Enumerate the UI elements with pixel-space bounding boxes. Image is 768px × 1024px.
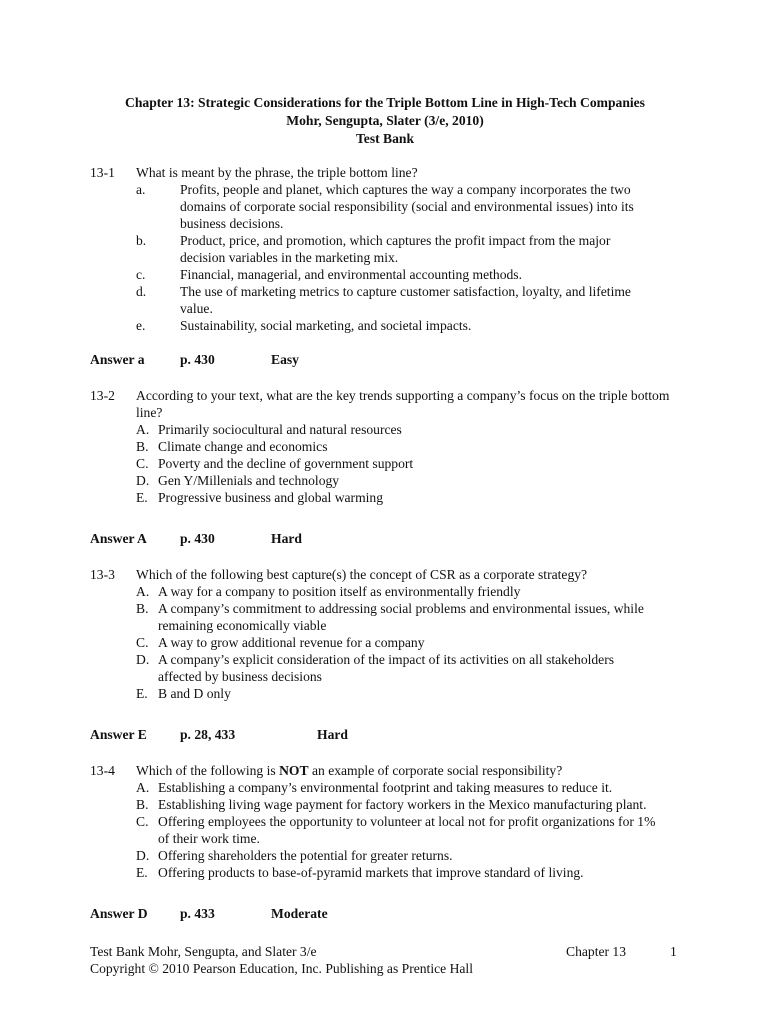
option-a — [136, 181, 680, 232]
option-a — [136, 779, 680, 796]
emphasis-not: NOT — [279, 763, 309, 778]
answer-label: Answer E — [90, 727, 147, 742]
page-number: 1 — [670, 944, 677, 959]
answer-label: Answer a — [90, 352, 145, 367]
option-text: Progressive business and global warming — [158, 490, 384, 505]
option-e — [136, 489, 680, 506]
option-a — [136, 583, 680, 600]
question-13-1 — [90, 164, 680, 334]
option-label: A. — [136, 584, 150, 599]
option-text: Gen Y/Millenials and technology — [158, 473, 340, 488]
answer-difficulty: Hard — [271, 531, 302, 546]
question-text: What is meant by the phrase, the triple bottom line? — [136, 165, 418, 180]
page-footer — [90, 943, 690, 977]
option-text: A way to grow additional revenue for a company — [158, 635, 425, 650]
question-number: 13-4 — [90, 763, 115, 778]
option-text: Establishing living wage payment for factory workers in the Mexico manufacturing plant. — [158, 797, 647, 812]
option-label: B. — [136, 601, 149, 616]
option-label: E. — [136, 865, 148, 880]
option-text: Establishing a company’s environmental footprint and taking measures to reduce it. — [158, 780, 613, 795]
option-text: Offering shareholders the potential for greater returns. — [158, 848, 453, 863]
option-label: a. — [136, 182, 146, 197]
footer-chapter: Chapter 13 — [566, 944, 627, 959]
option-e — [136, 685, 680, 702]
option-label: D. — [136, 652, 150, 667]
answer-page: p. 28, 433 — [180, 727, 236, 742]
option-label: b. — [136, 233, 147, 248]
option-label: d. — [136, 284, 147, 299]
option-text: Product, price, and promotion, which captures the profit impact from the major decision variables in the marketing mix. — [180, 233, 611, 265]
option-text: Offering products to base-of-pyramid markets that improve standard of living. — [158, 865, 584, 880]
question-number: 13-3 — [90, 567, 115, 582]
document-header — [90, 94, 680, 148]
option-label: B. — [136, 439, 149, 454]
option-text: B and D only — [158, 686, 231, 701]
option-label: A. — [136, 422, 150, 437]
option-c — [136, 634, 680, 651]
option-b — [136, 438, 680, 455]
question-13-3 — [90, 566, 680, 702]
option-label: A. — [136, 780, 150, 795]
option-d — [136, 847, 680, 864]
answer-page: p. 430 — [180, 352, 215, 367]
option-text: A company’s explicit consideration of the impact of its activities on all stakeholders affected by business decisions — [158, 652, 615, 684]
option-text: Poverty and the decline of government support — [158, 456, 414, 471]
option-c — [136, 455, 680, 472]
option-e — [136, 317, 680, 334]
question-text: Which of the following is NOT an example of corporate social responsibility? — [136, 763, 563, 778]
option-text: A way for a company to position itself as environmentally friendly — [158, 584, 521, 599]
option-d — [136, 472, 680, 489]
option-text: Profits, people and planet, which captures the way a company incorporates the two domains of corporate social responsibility (social and environmental issues) into its business decisions. — [180, 182, 634, 231]
answer-label: Answer D — [90, 906, 148, 921]
question-text: Which of the following best capture(s) the concept of CSR as a corporate strategy? — [136, 567, 588, 582]
option-d — [136, 651, 680, 685]
option-text: Offering employees the opportunity to volunteer at local not for profit organizations for 1% of their work time. — [158, 814, 656, 846]
question-number: 13-1 — [90, 165, 115, 180]
option-b — [136, 796, 680, 813]
option-label: D. — [136, 473, 150, 488]
answer-label: Answer A — [90, 531, 147, 546]
question-text: According to your text, what are the key trends supporting a company’s focus on the triple bottom line? — [136, 388, 670, 420]
option-text: The use of marketing metrics to capture customer satisfaction, loyalty, and lifetime value. — [180, 284, 631, 316]
option-label: c. — [136, 267, 146, 282]
question-13-4 — [90, 762, 680, 881]
test-bank-label: Test Bank — [355, 131, 415, 146]
option-c — [136, 266, 680, 283]
answer-difficulty: Hard — [317, 727, 348, 742]
footer-copyright: Copyright © 2010 Pearson Education, Inc. Publishing as Prentice Hall — [90, 961, 473, 976]
answer-page: p. 433 — [180, 906, 215, 921]
option-label: D. — [136, 848, 150, 863]
option-c — [136, 813, 680, 847]
answer-page: p. 430 — [180, 531, 215, 546]
option-label: B. — [136, 797, 149, 812]
chapter-title: Chapter 13: Strategic Considerations for the Triple Bottom Line in High-Tech Companies — [125, 95, 645, 110]
option-a — [136, 421, 680, 438]
option-label: E. — [136, 490, 148, 505]
answer-difficulty: Easy — [271, 352, 299, 367]
option-b — [136, 232, 680, 266]
option-label: C. — [136, 814, 149, 829]
option-label: C. — [136, 635, 149, 650]
option-label: E. — [136, 686, 148, 701]
option-text: A company’s commitment to addressing social problems and environmental issues, while remaining economically viable — [158, 601, 644, 633]
option-label: C. — [136, 456, 149, 471]
footer-book-title: Test Bank Mohr, Sengupta, and Slater 3/e — [90, 944, 317, 959]
option-text: Climate change and economics — [158, 439, 328, 454]
option-e — [136, 864, 680, 881]
option-text: Primarily sociocultural and natural resources — [158, 422, 402, 437]
option-label: e. — [136, 318, 146, 333]
answer-difficulty: Moderate — [271, 906, 328, 921]
option-text: Financial, managerial, and environmental accounting methods. — [180, 267, 523, 282]
question-number: 13-2 — [90, 388, 115, 403]
question-13-2 — [90, 387, 680, 506]
option-b — [136, 600, 680, 634]
authors-line: Mohr, Sengupta, Slater (3/e, 2010) — [286, 113, 484, 128]
option-text: Sustainability, social marketing, and societal impacts. — [180, 318, 472, 333]
option-d — [136, 283, 680, 317]
